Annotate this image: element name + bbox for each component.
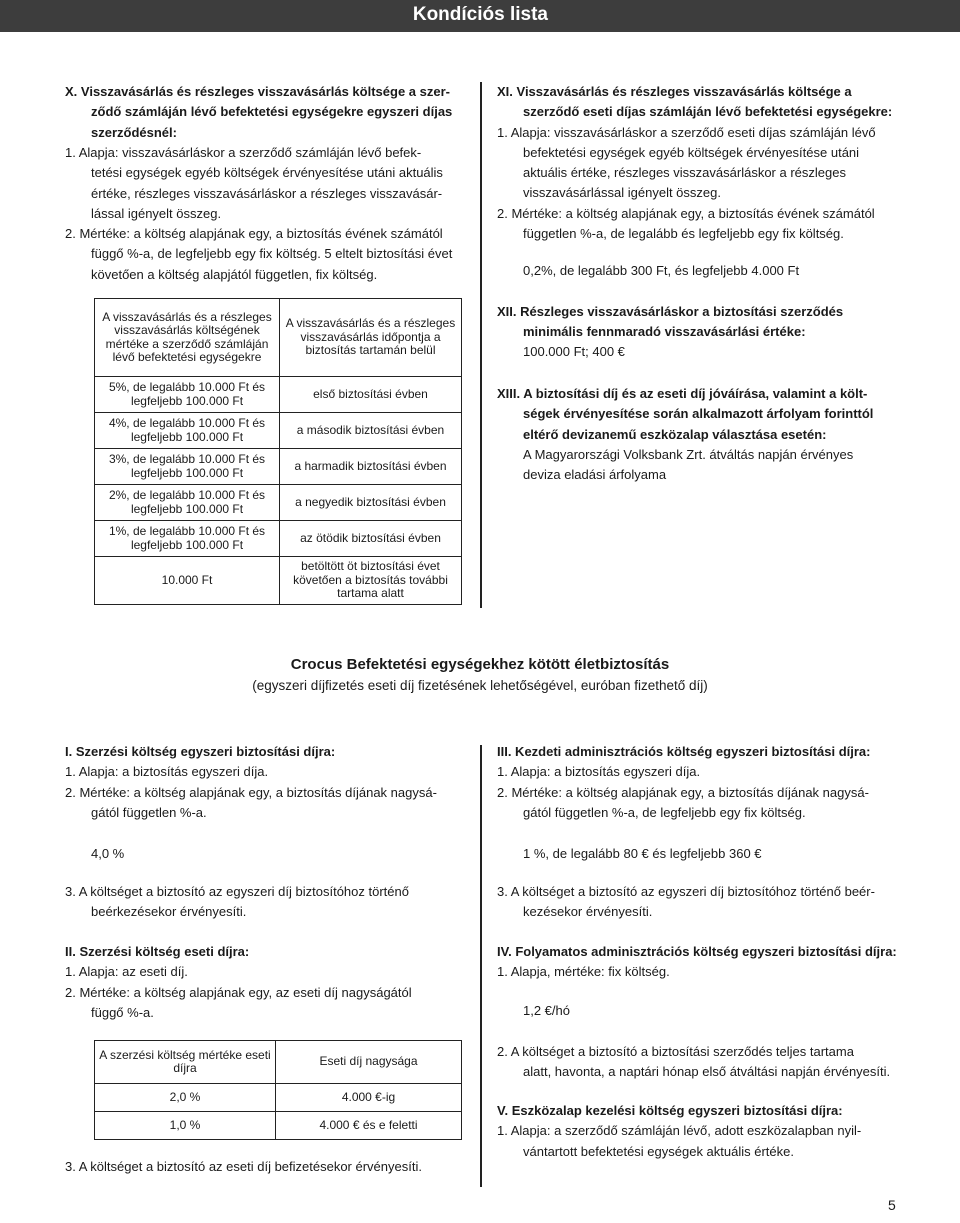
section-xiii-text-line: A Magyarországi Volksbank Zrt. átváltás napján érvényes	[523, 446, 854, 462]
section-iv-value: 1,2 €/hó	[523, 1003, 570, 1018]
section-x-item1-line: 1. Alapja: visszavásárláskor a szerződő számláján lévő befek-	[65, 145, 422, 160]
column-divider	[480, 82, 482, 608]
table-cell: az ötödik biztosítási évben	[280, 521, 462, 557]
section-xi-title-line: XI. Visszavásárlás és részleges visszavásárlás költsége a	[497, 84, 852, 99]
section-iii-item2-line: 2. Mértéke: a költség alapjának egy, a biztosítás díjának nagysá-	[497, 784, 869, 800]
section-v	[497, 1101, 902, 1162]
table-header-row	[95, 299, 462, 377]
section-xi-item1-line: 1. Alapja: visszavásárláskor a szerződő eseti díjas számláján lévő	[497, 124, 876, 140]
section-iv-title: IV. Folyamatos adminisztrációs költség egyszeri biztosítási díjra:	[497, 944, 897, 959]
section-iv-item2-line: alatt, havonta, a naptári hónap első átváltási napján érvényesíti.	[523, 1064, 891, 1080]
table-cell: a negyedik biztosítási évben	[280, 485, 462, 521]
table-header-row	[95, 1041, 462, 1084]
table-cell: a harmadik biztosítási évben	[280, 449, 462, 485]
table-header-cell: A szerzési költség mértéke eseti díjra	[95, 1041, 276, 1084]
section-x-body	[65, 143, 475, 285]
table-cell: 3%, de legalább 10.000 Ft és legfeljebb 100.000 Ft	[95, 449, 280, 485]
section-v-title: V. Eszközalap kezelési költség egyszeri biztosítási díjra:	[497, 1103, 843, 1118]
table-row	[95, 1084, 462, 1112]
section-ii-item3: 3. A költséget a biztosító az eseti díj befizetésekor érvényesíti.	[65, 1159, 422, 1174]
section-i-item3-line: beérkezésekor érvényesíti.	[91, 904, 247, 920]
section-iii-item1: 1. Alapja: a biztosítás egyszeri díja.	[497, 764, 701, 780]
table-row	[95, 557, 462, 605]
table-header-cell: A visszavásárlás és a részleges visszavásárlás időpontja a biztosítás tartamán belül	[280, 299, 462, 377]
table-cell: 1%, de legalább 10.000 Ft és legfeljebb 100.000 Ft	[95, 521, 280, 557]
section-iii-item3-line: 3. A költséget a biztosító az egyszeri díj biztosítóhoz történő beér-	[497, 884, 875, 899]
section-iii-item2-line: gától független %-a, de legfeljebb egy fix költség.	[523, 804, 806, 820]
section-iv-item2	[497, 1042, 902, 1083]
section-xiii-title-line: XIII. A biztosítási díj és az eseti díj jóváírása, valamint a költ-	[497, 386, 868, 401]
table-row	[95, 521, 462, 557]
table-row	[95, 377, 462, 413]
section-ii	[65, 942, 475, 1023]
section-iii-item3-line: kezésekor érvényesíti.	[523, 904, 653, 920]
section-xi-item1-line: aktuális értéke, részleges visszavásárláskor a részleges	[523, 165, 846, 181]
section-iii-value: 1 %, de legalább 80 € és legfeljebb 360 €	[523, 846, 762, 861]
table-cell: 10.000 Ft	[95, 557, 280, 605]
section-xii-value: 100.000 Ft; 400 €	[523, 344, 625, 359]
section-xiii-text-line: deviza eladási árfolyama	[523, 467, 667, 483]
section-ii-item2-line: függő %-a.	[91, 1004, 154, 1020]
table-cell: 4%, de legalább 10.000 Ft és legfeljebb 100.000 Ft	[95, 413, 280, 449]
section-x-title-line: szerződésnél:	[91, 124, 177, 140]
section-x-item2-line: függő %-a, de legfeljebb egy fix költség. 5 eltelt biztosítási évet	[91, 246, 453, 262]
section-x-item2-line: 2. Mértéke: a költség alapjának egy, a biztosítás évének számától	[65, 226, 443, 242]
section-i-item2-line: 2. Mértéke: a költség alapjának egy, a biztosítás díjának nagysá-	[65, 784, 437, 800]
section-x-item1-line: lással igényelt összeg.	[91, 205, 222, 221]
section-v-item1-line: vántartott befektetési egységek aktuális értéke.	[523, 1143, 794, 1159]
section-i-title: I. Szerzési költség egyszeri biztosítási díjra:	[65, 744, 336, 759]
table-header-cell: Eseti díj nagysága	[276, 1041, 462, 1084]
section-iv-item2-line: 2. A költséget a biztosító a biztosítási szerződés teljes tartama	[497, 1044, 854, 1059]
section-i-value: 4,0 %	[91, 846, 125, 861]
section-xii-title-line: XII. Részleges visszavásárláskor a biztosítási szerződés	[497, 304, 844, 319]
column-divider	[480, 745, 482, 1187]
section-x-item1-line: értéke, részleges visszavásárláskor a részleges visszavásár-	[91, 185, 443, 201]
table-row	[95, 449, 462, 485]
section-xiii-title-line: eltérő devizanemű eszközalap választása esetén:	[523, 426, 827, 442]
page-title: Kondíciós lista	[412, 4, 548, 25]
section-xi-item2-line: független %-a, de legalább és legfeljebb egy fix költség.	[523, 226, 844, 242]
section-x-item2-line: követően a költség alapjától független, fix költség.	[91, 266, 378, 282]
section-x-title	[65, 82, 470, 143]
product-subtitle: (egyszeri díjfizetés eseti díj fizetésének lehetőségével, euróban fizethető díj)	[252, 678, 708, 693]
header-bar	[0, 0, 960, 32]
section-i	[65, 742, 475, 823]
section-ii-title: II. Szerzési költség eseti díjra:	[65, 944, 250, 959]
section-iii-item3	[497, 882, 902, 923]
section-xiii	[497, 384, 902, 485]
section-x-title-line: X. Visszavásárlás és részleges visszavásárlás költsége a szer-	[65, 84, 450, 99]
section-xiii-title-line: ségek érvényesítése során alkalmazott árfolyam forinttól	[523, 406, 874, 422]
section-xi-value: 0,2%, de legalább 300 Ft, és legfeljebb 4.000 Ft	[523, 263, 800, 278]
section-xi-item1-line: befektetési egységek egyéb költségek érvényesítése utáni	[523, 144, 860, 160]
section-i-item3	[65, 882, 475, 923]
table-cell: 2%, de legalább 10.000 Ft és legfeljebb 100.000 Ft	[95, 485, 280, 521]
table-cell: első biztosítási évben	[280, 377, 462, 413]
table-cell: 4.000 € és e feletti	[276, 1112, 462, 1140]
section-iii	[497, 742, 902, 823]
section-x-item1-line: tetési egységek egyéb költségek érvényesítése utáni aktuális	[91, 165, 443, 181]
section-i-item1: 1. Alapja: a biztosítás egyszeri díja.	[65, 764, 269, 780]
section-x-title-line: ződő számláján lévő befektetési egységekre egyszeri díjas	[91, 104, 453, 120]
table-cell: 4.000 €-ig	[276, 1084, 462, 1112]
section-v-item1-line: 1. Alapja: a szerződő számláján lévő, adott eszközalapban nyil-	[497, 1123, 862, 1139]
section-ii-item2-line: 2. Mértéke: a költség alapjának egy, az eseti díj nagyságától	[65, 984, 412, 1000]
page-number: 5	[888, 1197, 896, 1213]
table-header-cell: A visszavásárlás és a részleges visszavásárlás költségének mértéke a szerződő számláján lévő befektetési egységekre	[95, 299, 280, 377]
section-i-item2-line: gától független %-a.	[91, 804, 207, 820]
table-cell: betöltött öt biztosítási évet követően a biztosítás további tartama alatt	[280, 557, 462, 605]
table-cell: 1,0 %	[95, 1112, 276, 1140]
szerzesi-koltseg-table	[94, 1040, 462, 1140]
section-xii-title-line: minimális fennmaradó visszavásárlási értéke:	[523, 324, 806, 340]
table-cell: 2,0 %	[95, 1084, 276, 1112]
section-xi	[497, 82, 902, 244]
section-i-item3-line: 3. A költséget a biztosító az egyszeri díj biztosítóhoz történő	[65, 884, 409, 899]
table-row	[95, 1112, 462, 1140]
section-ii-item1: 1. Alapja: az eseti díj.	[65, 964, 188, 980]
table-cell: a második biztosítási évben	[280, 413, 462, 449]
product-title: Crocus Befektetési egységekhez kötött életbiztosítás	[290, 656, 670, 673]
visszavasarlas-table	[94, 298, 462, 605]
section-iv	[497, 942, 902, 983]
table-cell: 5%, de legalább 10.000 Ft és legfeljebb 100.000 Ft	[95, 377, 280, 413]
table-row	[95, 485, 462, 521]
section-iii-title: III. Kezdeti adminisztrációs költség egyszeri biztosítási díjra:	[497, 744, 871, 759]
section-xi-title-line: szerződő eseti díjas számláján lévő befektetési egységekre:	[523, 104, 893, 120]
section-xi-item1-line: visszavásárlással igényelt összeg.	[523, 185, 721, 201]
section-xi-item2-line: 2. Mértéke: a költség alapjának egy, a biztosítás évének számától	[497, 205, 875, 221]
section-xii-title	[497, 302, 902, 343]
section-iv-item1: 1. Alapja, mértéke: fix költség.	[497, 964, 670, 980]
table-row	[95, 413, 462, 449]
